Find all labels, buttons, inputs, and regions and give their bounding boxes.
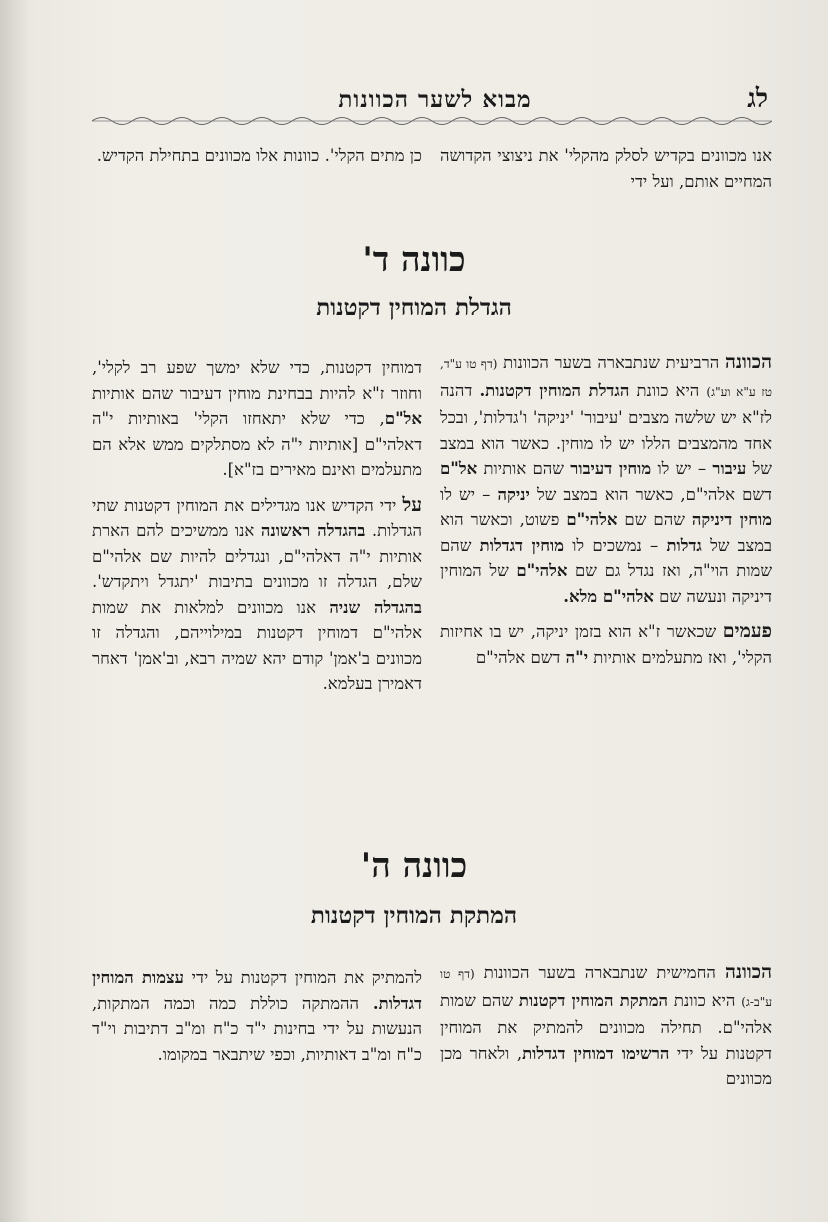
- text-run: היא כוונת: [668, 990, 742, 1010]
- bold-term: מוחין דגדלות: [479, 535, 564, 555]
- ornament-divider-icon: [92, 114, 772, 128]
- section-4-title: כוונה ד': [362, 240, 466, 280]
- text-run: שהם שם: [617, 510, 692, 529]
- text-run: , כדי שלא יתאחזו הקלי' באותיות י"ה דאלהי"ם [אותיות י"ה לא מסתלקים ממש אלא הם מתעלמים ואינם מאירים בז"א].: [92, 409, 422, 479]
- text-run: דשם אלהי"ם, כאשר הוא במצב של: [529, 484, 772, 504]
- paragraph: [440, 960, 772, 1092]
- top-left-column: [92, 143, 422, 179]
- section-5-left-column: [92, 965, 422, 1077]
- bold-term: מוחין דיניקה: [691, 510, 772, 529]
- bold-term: אל"ם: [440, 459, 478, 478]
- text-run: החמישית שנתבארה בשער הכוונות: [474, 963, 725, 982]
- text-run: אנו ממשיכים להם הארת אותיות י"ה דאלהי"ם, ונגדלים להיות שם אלהי"ם שלם, הגדלה זו מכוונים בתיבות 'יתגדל ויתקדש'.: [92, 521, 422, 591]
- section-5-right-column: [440, 960, 772, 1102]
- paragraph: [92, 493, 422, 697]
- text-run: שהם שמות הוי"ה, ואז נגדל גם שם: [440, 535, 772, 580]
- running-title: מבוא לשער הכוונות: [338, 86, 532, 113]
- bold-term: המתקת המוחין דקטנות: [518, 990, 669, 1010]
- page-number: לג: [747, 84, 768, 114]
- bold-term: בהגדלה שניה: [329, 597, 422, 617]
- bold-term: הגדלת המוחין דקטנות.: [479, 380, 630, 400]
- bold-term: אלהי"ם מלא.: [563, 586, 654, 606]
- bold-term: אלהי"ם: [516, 561, 568, 580]
- bold-term: בהגדלה ראשונה: [260, 521, 366, 540]
- text-run: הרביעית שנתבארה בשער הכוונות: [497, 353, 725, 372]
- text-run: – יש לו: [651, 459, 713, 478]
- lead-word: הכוונה: [724, 961, 772, 983]
- paragraph: [92, 355, 422, 483]
- text-run: – נמשכים לו: [564, 535, 667, 555]
- text-run: שהם אותיות: [477, 459, 571, 478]
- text-run: היא כוונת: [629, 380, 707, 400]
- text-run: ידי הקדיש אנו מגדילים את המוחין דקטנות שתי הגדלות.: [92, 495, 422, 540]
- bold-term: מוחין דעיבור: [570, 459, 652, 478]
- bold-term: אלהי"ם: [566, 510, 618, 529]
- section-5-subtitle: המתקת המוחין דקטנות: [310, 902, 518, 929]
- section-4-right-column: [440, 350, 772, 680]
- text-run: , ולאחר מכן מכוונים: [440, 1043, 772, 1088]
- text-run: – יש לו: [440, 484, 498, 504]
- text-run: ההמתקה כוללת כמה וכמה המתקות, הנעשות על ידי בחינות י"ד כ"ח ומ"ב דתיבות וי"ד כ"ח ומ"ב דאותיות, וכפי שיתבאר במקומו.: [92, 993, 422, 1064]
- text-run: שכאשר ז"א הוא בזמן יניקה, יש בו אחיזות הקלי', ואז מתעלמים אותיות: [440, 622, 772, 667]
- text-run: דמוחין דקטנות, כדי שלא ימשך שפע רב לקלי', וחוזר ז"א להיות בבחינת מוחין דעיבור שהם אותיות: [92, 358, 422, 403]
- paragraph: [92, 965, 422, 1067]
- bold-term: הרשימו דמוחין דגדלות: [522, 1043, 670, 1063]
- top-left-text: כן מתים הקלי'. כוונות אלו מכוונים בתחילת הקדיש.: [96, 146, 422, 165]
- text-run: פשוט, וכאשר הוא במצב של: [440, 510, 772, 555]
- lead-word: הכוונה: [724, 351, 772, 373]
- source-reference: (דף טו ע"ד, טז ע"א וע"ג): [440, 357, 772, 399]
- bold-term: אל"ם: [384, 409, 422, 428]
- text-run: של המוחין דיניקה ונעשה שם: [440, 561, 772, 606]
- source-reference: (דף טו ע"ב-ג): [440, 967, 773, 1009]
- text-run: דשם אלהי"ם: [475, 647, 566, 667]
- text-run: שהם שמות אלהי"ם. תחילה מכוונים להמתיק את המוחין דקטנות על ידי: [440, 990, 772, 1063]
- top-right-column: [440, 143, 772, 204]
- section-5-title: כוונה ה': [360, 846, 468, 886]
- text-run: דהנה לז"א יש שלשה מצבים 'עיבור' 'יניקה' ו'גדלות', ובכל אחד מהמצבים הללו יש לו מוחין. כאשר הוא במצב של: [440, 380, 772, 478]
- lead-word: פעמים: [722, 620, 772, 642]
- top-right-text: אנו מכוונים בקדיש לסלק מהקלי' את ניצוצי הקדושה המחיים אותם, ועל ידי: [440, 146, 772, 191]
- paragraph: [440, 350, 772, 609]
- section-4-left-column: [92, 355, 422, 707]
- bold-term: י"ה: [565, 647, 589, 667]
- bold-term: עיבור: [712, 459, 747, 478]
- text-run: אנו מכוונים למלאות את שמות אלהי"ם דמוחין דקטנות במילוייהם, והגדלה זו מכוונים ב'אמן' קודם יהא שמיה רבא, וב'אמן' דאחר דאמירן בעלמא.: [92, 597, 422, 693]
- bold-term: עצמות המוחין דגדלות.: [92, 968, 422, 1013]
- text-run: להמתיק את המוחין דקטנות על ידי: [184, 968, 422, 987]
- section-4-subtitle: הגדלת המוחין דקטנות: [316, 294, 512, 321]
- bold-term: גדלות: [666, 535, 702, 555]
- lead-word: על: [402, 493, 422, 516]
- paragraph: [440, 619, 772, 670]
- page-header: [90, 84, 780, 118]
- bold-term: יניקה: [497, 484, 530, 504]
